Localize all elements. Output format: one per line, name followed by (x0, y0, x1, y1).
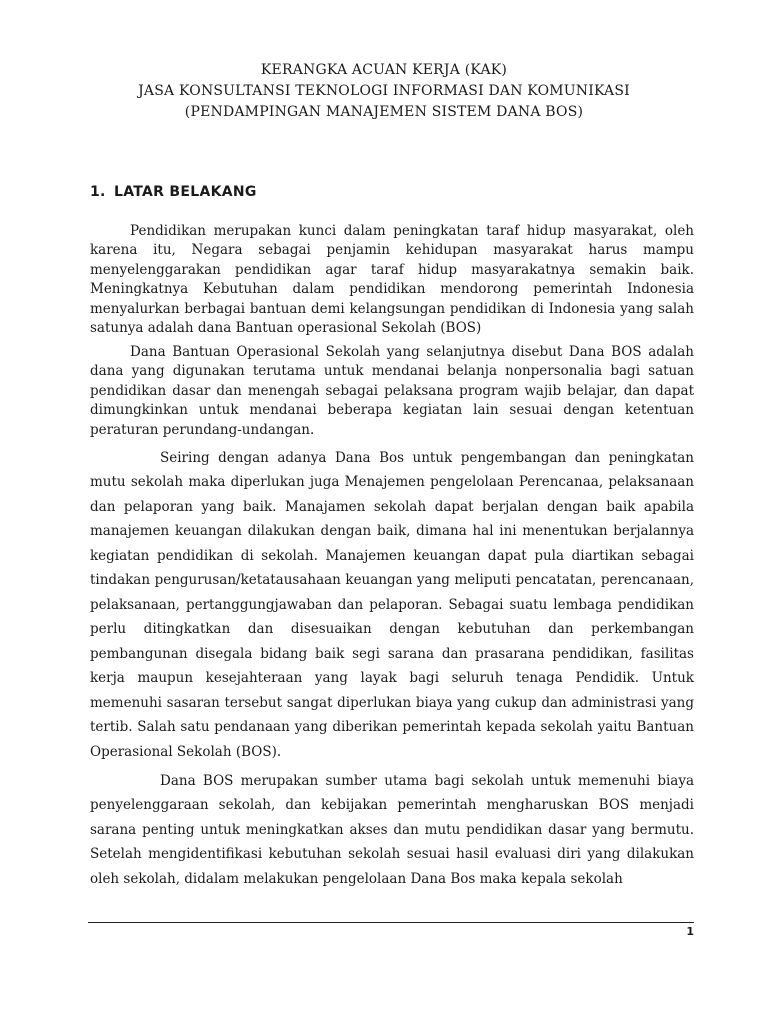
paragraph-3: Seiring dengan adanya Dana Bos untuk pengembangan dan peningkatan mutu sekolah maka diperlukan juga Menajemen pengelolaan Perencanaa, pelaksanaan dan pelaporan yang baik. Manajamen sekolah dapat berjalan dengan baik apabila manajemen keuangan dilakukan dengan baik, dimana hal ini menentukan berjalannya kegiatan pendidikan di sekolah. Manajemen keuangan dapat pula diartikan sebagai tindakan pengurusan/ketatausahaan keuangan yang meliputi pencatatan, perencanaan, pelaksanaan, pertanggungjawaban dan pelaporan. Sebagai suatu lembaga pendidikan perlu ditingkatkan dan disesuaikan dengan kebutuhan dan perkembangan pembangunan disegala bidang baik segi sarana dan prasarana pendidikan, fasilitas kerja maupun kesejahteraan yang layak bagi seluruh tenaga Pendidik. Untuk memenuhi sasaran tersebut sangat diperlukan biaya yang cukup dan administrasi yang tertib. Salah satu pendanaan yang diberikan pemerintah kepada sekolah yaitu Bantuan Operasional Sekolah (BOS). (90, 449, 694, 760)
paragraph-4: Dana BOS merupakan sumber utama bagi sekolah untuk memenuhi biaya penyelenggaraan sekolah, dan kebijakan pemerintah mengharuskan BOS menjadi sarana penting untuk meningkatkan akses dan mutu pendidikan dasar yang bermutu. Setelah mengidentifikasi kebutuhan sekolah sesuai hasil evaluasi diri yang dilakukan oleh sekolah, didalam melakukan pengelolaan Dana Bos maka kepala sekolah (90, 772, 694, 887)
page-number: 1 (686, 925, 694, 938)
footer-divider (88, 922, 694, 923)
paragraph-2: Dana Bantuan Operasional Sekolah yang selanjutnya disebut Dana BOS adalah dana yang digunakan terutama untuk mendanai belanja nonpersonalia bagi satuan pendidikan dasar dan menengah sebagai pelaksana program wajib belajar, dan dapat dimungkinkan untuk mendanai beberapa kegiatan lain sesuai dengan ketentuan peraturan perundang-undangan. (90, 343, 694, 438)
section-title: LATAR BELAKANG (114, 184, 257, 200)
document-title (0, 60, 768, 123)
section-number: 1. (90, 184, 106, 200)
title-line-2: JASA KONSULTANSI TEKNOLOGI INFORMASI DAN KOMUNIKASI (138, 83, 630, 99)
title-line-3: (PENDAMPINGAN MANAJEMEN SISTEM DANA BOS) (184, 104, 584, 120)
title-line-1: KERANGKA ACUAN KERJA (KAK) (260, 62, 508, 78)
section-heading (90, 184, 257, 200)
paragraph-1: Pendidikan merupakan kunci dalam peningkatan taraf hidup masyarakat, oleh karena itu, Negara sebagai penjamin kehidupan masyarakat harus mampu menyelenggarakan pendidikan agar taraf hidup masyarakatnya semakin baik. Meningkatnya Kebutuhan dalam pendidikan mendorong pemerintah Indonesia menyalurkan berbagai bantuan demi kelangsungan pendidikan di Indonesia yang salah satunya adalah dana Bantuan operasional Sekolah (BOS) (90, 222, 694, 336)
